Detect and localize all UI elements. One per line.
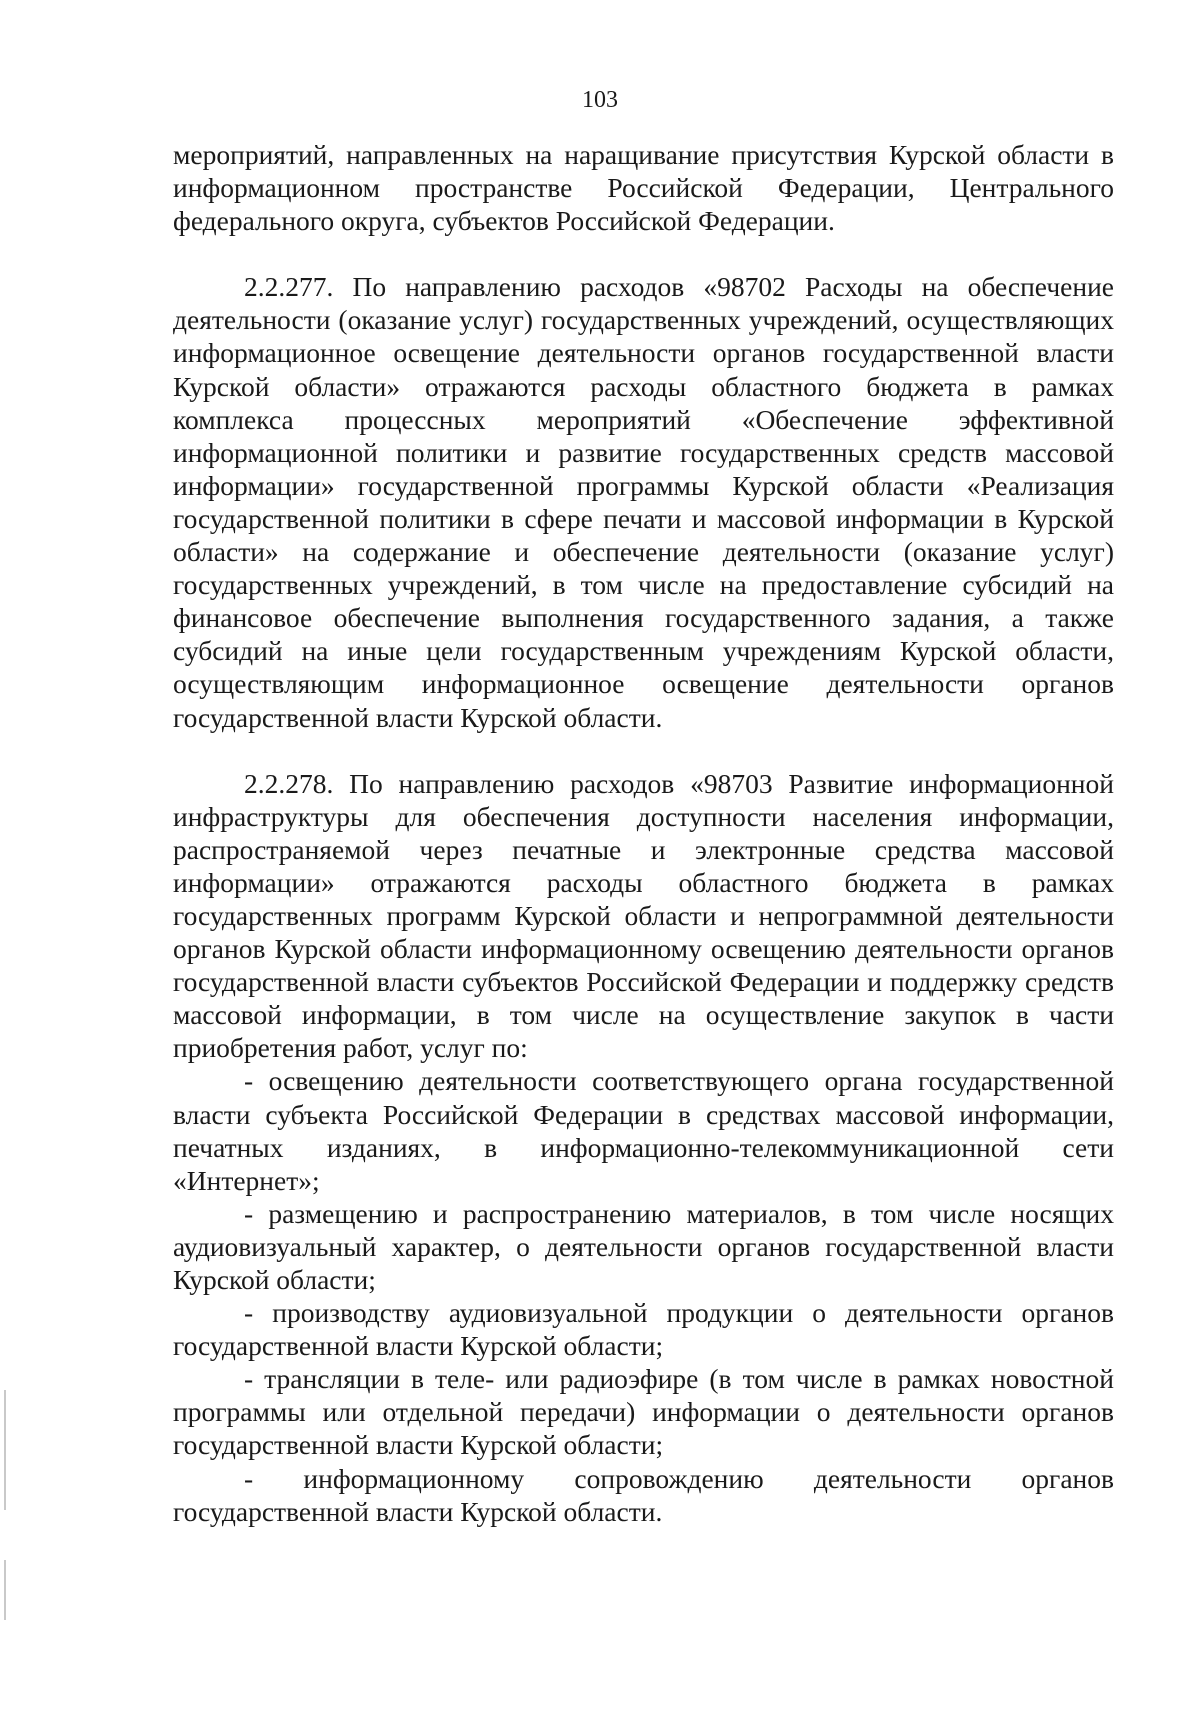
scan-edge-mark xyxy=(4,1560,6,1620)
list-item-production: - производству аудиовизуальной продукции о деятельности органов государственной власти Курской области; xyxy=(173,1297,1114,1362)
list-item-support: - информационному сопровождению деятельности органов государственной власти Курской области. xyxy=(173,1462,1114,1527)
paragraph-2-2-278: 2.2.278. По направлению расходов «98703 Развитие информационной инфраструктуры для обеспечения доступности населения информации, распространяемой через печатные и электронные средства массовой информации» отражаются расходы областного бюджета в рамках государственных программ Курской области и непрограммной деятельности органов Курской области информационному освещению деятельности органов государственной власти субъектов Российской Федерации и поддержку средств массовой информации, в том числе на осуществление закупок в части приобретения работ, услуг по: xyxy=(173,767,1114,1064)
paragraph-2-2-277: 2.2.277. По направлению расходов «98702 Расходы на обеспечение деятельности (оказание услуг) государственных учреждений, осуществляющих информационное освещение деятельности органов государственной власти Курской области» отражаются расходы областного бюджета в рамках комплекса процессных мероприятий «Обеспечение эффективной информационной политики и развитие государственных средств массовой информации» государственной программы Курской области «Реализация государственной политики в сфере печати и массовой информации в Курской области» на содержание и обеспечение деятельности (оказание услуг) государственных учреждений, в том числе на предоставление субсидий на финансовое обеспечение выполнения государственного задания, а также субсидий на иные цели государственным учреждениям Курской области, осуществляющим информационное освещение деятельности органов государственной власти Курской области. xyxy=(173,271,1114,733)
paragraph-continuation: мероприятий, направленных на наращивание присутствия Курской области в информационном пространстве Российской Федерации, Центрального федерального округа, субъектов Российской Федерации. xyxy=(173,139,1114,237)
list-item-distribution: - размещению и распространению материалов, в том числе носящих аудиовизуальный характер, о деятельности органов государственной власти Курской области; xyxy=(173,1197,1114,1295)
page-number: 103 xyxy=(582,87,618,113)
list-item-coverage: - освещению деятельности соответствующего органа государственной власти субъекта Российской Федерации в средствах массовой информации, печатных изданиях, в информационно-телекоммуникационной сети «Интернет»; xyxy=(173,1065,1114,1196)
document-body xyxy=(173,138,1114,1528)
list-item-broadcast: - трансляции в теле- или радиоэфире (в том числе в рамках новостной программы или отдельной передачи) информации о деятельности органов государственной власти Курской области; xyxy=(173,1363,1114,1461)
scan-edge-mark xyxy=(4,1390,6,1510)
